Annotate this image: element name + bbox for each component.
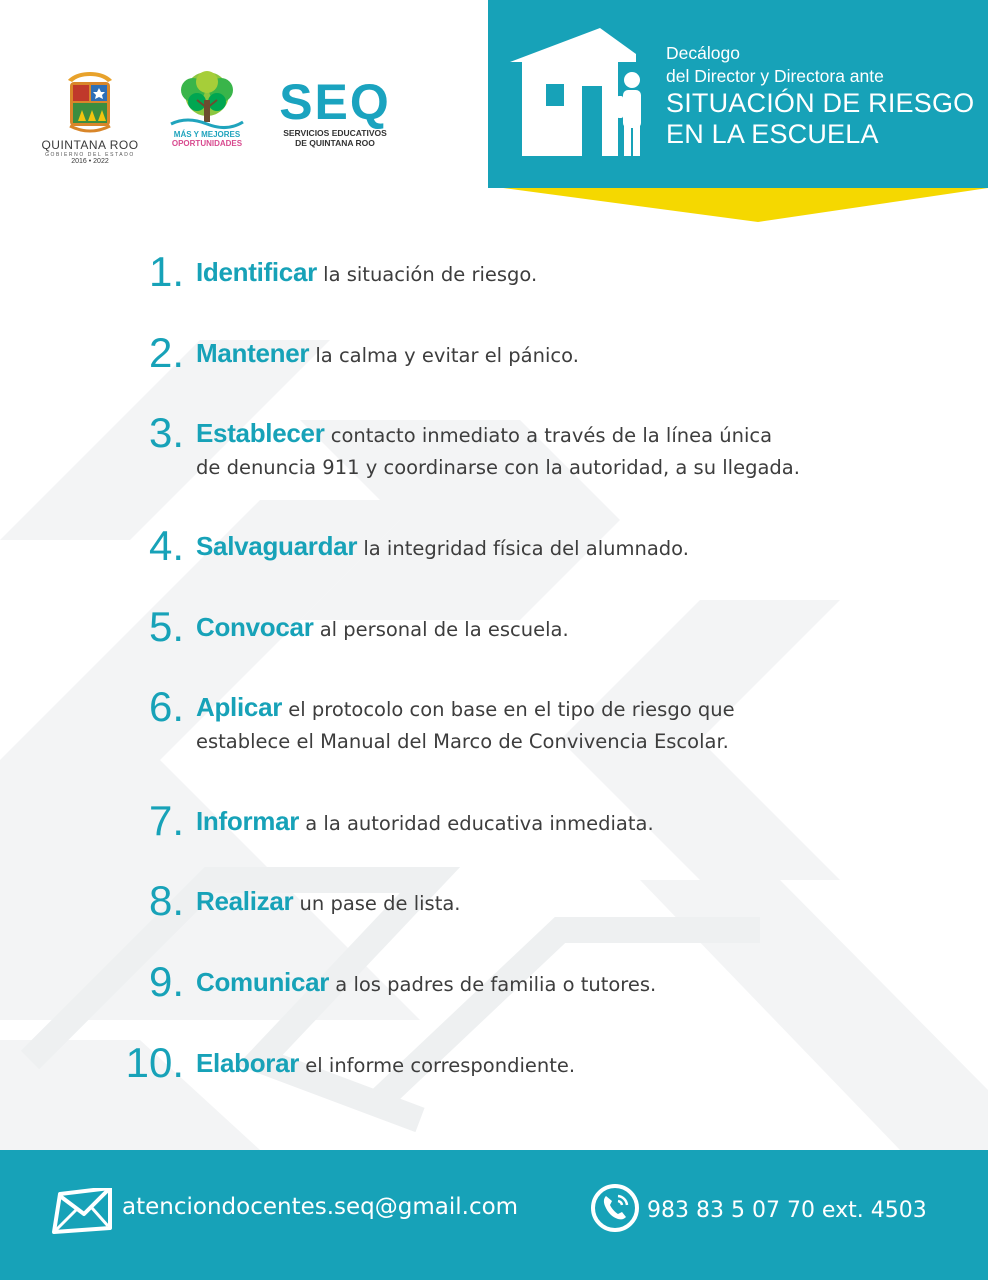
- item-text: la situación de riesgo.: [316, 263, 538, 286]
- item-number: 4.: [148, 522, 184, 569]
- header-panel: [488, 0, 988, 188]
- logos-row: [30, 70, 450, 180]
- header-line2: del Director y Directora ante: [666, 66, 884, 86]
- item-number: 1.: [148, 248, 184, 295]
- header-line4: EN LA ESCUELA: [666, 119, 879, 149]
- item-keyword: Establecer: [196, 418, 325, 448]
- mas-mejores-line2: OPORTUNIDADES: [171, 139, 243, 148]
- item-text: el informe correspondiente.: [299, 1054, 576, 1077]
- quintana-roo-logo: [30, 70, 150, 165]
- item-keyword: Comunicar: [196, 967, 330, 997]
- footer-bar: [0, 1150, 988, 1280]
- item-number: 2.: [148, 329, 184, 376]
- item-keyword: Mantener: [196, 338, 310, 368]
- item-number: 8.: [148, 877, 184, 924]
- header-line3: SITUACIÓN DE RIESGO: [666, 88, 975, 118]
- item-text-line2: de denuncia 911 y coordinarse con la autoridad, a su llegada.: [196, 456, 800, 479]
- seq-mark: SEQ: [279, 74, 391, 130]
- item-keyword: Informar: [196, 806, 300, 836]
- item-number: 9.: [148, 958, 184, 1005]
- mas-mejores-oportunidades-logo: [162, 70, 252, 148]
- item-text: a la autoridad educativa inmediata.: [299, 812, 654, 835]
- item-text: contacto inmediato a través de la línea única: [324, 424, 773, 447]
- item-number: 3.: [148, 409, 184, 456]
- item-keyword: Identificar: [196, 257, 317, 287]
- tree-icon: [167, 70, 247, 130]
- contact-email[interactable]: atenciondocentes.seq@gmail.com: [122, 1194, 519, 1220]
- item-number: 5.: [148, 603, 184, 650]
- header-line1: Decálogo: [666, 43, 740, 63]
- header-title-block: [666, 42, 974, 150]
- item-number: 7.: [148, 797, 184, 844]
- quintana-roo-years: 2016 • 2022: [71, 158, 109, 165]
- school-house-icon: [508, 22, 658, 160]
- seq-line2: DE QUINTANA ROO: [295, 138, 375, 148]
- item-text: al personal de la escuela.: [313, 618, 569, 641]
- header-yellow-band: [488, 186, 988, 226]
- item-number: 10.: [125, 1039, 184, 1086]
- envelope-icon: [52, 1188, 112, 1234]
- item-keyword: Elaborar: [196, 1048, 300, 1078]
- item-text: la integridad física del alumnado.: [357, 537, 689, 560]
- quintana-roo-subtitle: GOBIERNO DEL ESTADO: [45, 152, 135, 158]
- item-number: 6.: [148, 683, 184, 730]
- item-keyword: Realizar: [196, 886, 294, 916]
- item-keyword: Salvaguardar: [196, 531, 358, 561]
- contact-phone[interactable]: 983 83 5 07 70 ext. 4503: [647, 1198, 927, 1223]
- coat-of-arms-icon: [62, 70, 118, 136]
- item-text: a los padres de familia o tutores.: [329, 973, 657, 996]
- mas-mejores-line1: MÁS Y MEJORES: [173, 130, 241, 139]
- item-text: el protocolo con base en el tipo de riesgo que: [282, 698, 735, 721]
- item-text: un pase de lista.: [293, 892, 461, 915]
- phone-icon: [590, 1183, 640, 1233]
- seq-line1: SERVICIOS EDUCATIVOS: [283, 128, 387, 138]
- seq-logo: [270, 70, 400, 148]
- item-keyword: Aplicar: [196, 692, 283, 722]
- item-text: la calma y evitar el pánico.: [309, 344, 579, 367]
- item-text-line2: establece el Manual del Marco de Convivencia Escolar.: [196, 730, 729, 753]
- quintana-roo-name: QUINTANA ROO: [41, 138, 139, 152]
- item-keyword: Convocar: [196, 612, 314, 642]
